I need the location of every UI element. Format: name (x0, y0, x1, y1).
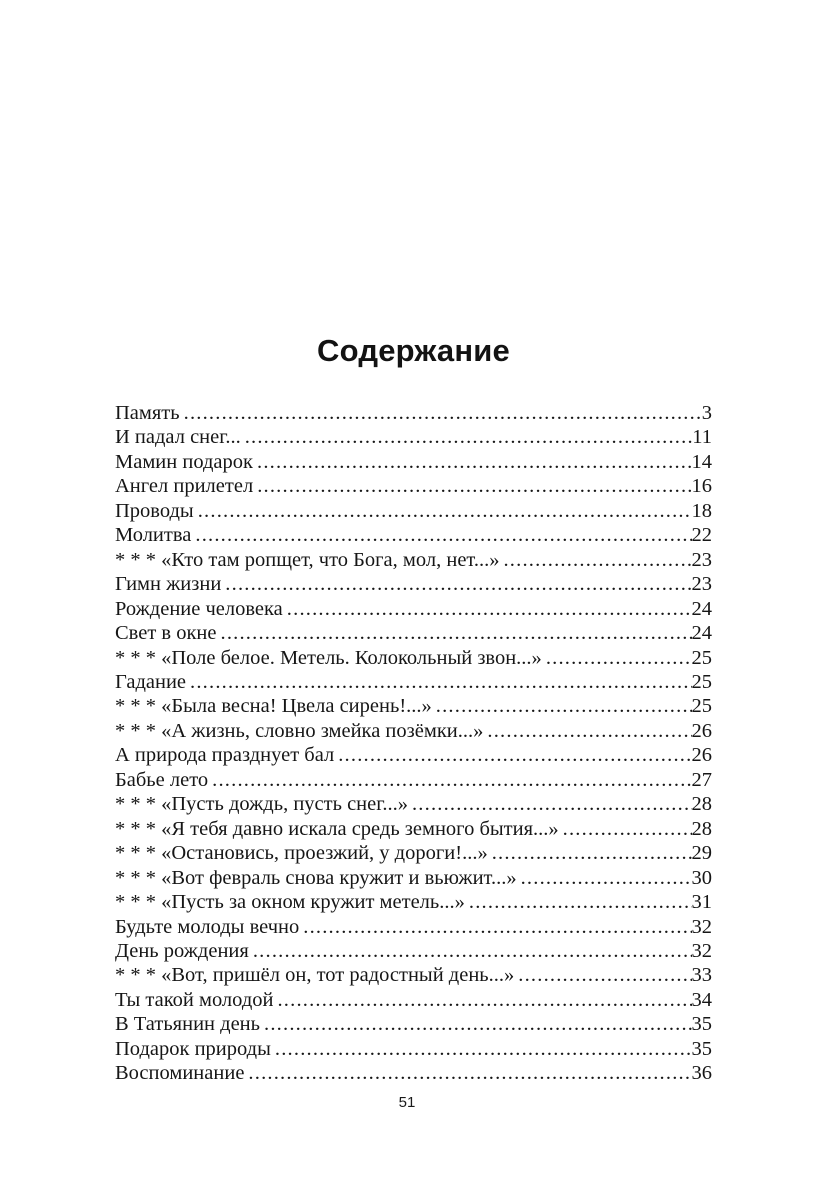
toc-row (115, 401, 712, 425)
toc-entry-label: Воспоминание (115, 1062, 245, 1085)
toc-leader-dots (221, 621, 692, 645)
toc-leader-dots (277, 988, 691, 1012)
toc-leader-dots (518, 963, 691, 987)
toc-row (115, 694, 712, 718)
toc-entry-label: Проводы (115, 499, 194, 522)
toc-entry-label: * * * «Остановись, проезжий, у дороги!...» (115, 842, 488, 865)
toc-row (115, 890, 712, 914)
toc-row (115, 548, 712, 572)
toc-content (115, 333, 712, 1086)
toc-entry-label: Мамин подарок (115, 450, 253, 473)
toc-leader-dots (521, 866, 692, 890)
toc-entry-page: 32 (691, 939, 712, 962)
toc-row (115, 792, 712, 816)
toc-leader-dots (190, 670, 691, 694)
toc-entry-page: 26 (691, 744, 712, 767)
toc-entry-label: * * * «Вот, пришёл он, тот радостный день...» (115, 964, 515, 987)
page-number: 51 (398, 1094, 416, 1111)
toc-leader-dots (436, 694, 692, 718)
toc-entry-page: 26 (691, 719, 712, 742)
toc-row (115, 646, 712, 670)
toc-row (115, 939, 712, 963)
toc-entry-page: 11 (692, 426, 712, 449)
toc-entry-page: 14 (691, 450, 712, 473)
toc-entry-label: Будьте молоды вечно (115, 915, 300, 938)
toc-entry-page: 36 (691, 1062, 712, 1085)
toc-leader-dots (245, 425, 693, 449)
toc-entry-page: 35 (691, 1037, 712, 1060)
toc-entry-page: 34 (691, 988, 712, 1011)
toc-row (115, 621, 712, 645)
toc-leader-dots (212, 768, 691, 792)
toc-leader-dots (257, 474, 691, 498)
toc-entry-page: 28 (691, 793, 712, 816)
toc-row (115, 719, 712, 743)
toc-leader-dots (412, 792, 692, 816)
toc-leader-dots (287, 597, 692, 621)
toc-entry-page: 24 (691, 597, 712, 620)
page-title: Содержание (317, 333, 510, 368)
toc-entry-page: 33 (691, 964, 712, 987)
toc-entry-page: 16 (691, 475, 712, 498)
toc-entry-label: * * * «А жизнь, словно змейка позёмки...» (115, 719, 484, 742)
toc-entry-label: * * * «Пусть дождь, пусть снег...» (115, 793, 408, 816)
toc-row (115, 1061, 712, 1085)
toc-leader-dots (546, 646, 692, 670)
toc-leader-dots (492, 841, 692, 865)
toc-row (115, 572, 712, 596)
toc-entry-page: 28 (691, 817, 712, 840)
toc-row (115, 670, 712, 694)
toc-leader-dots (198, 499, 692, 523)
toc-entry-page: 32 (691, 915, 712, 938)
toc-entry-label: * * * «Пусть за окном кружит метель...» (115, 891, 465, 914)
toc-entry-page: 25 (691, 670, 712, 693)
toc-entry-label: Ты такой молодой (115, 988, 274, 1011)
toc-entry-label: Бабье лето (115, 768, 209, 791)
toc-leader-dots (248, 1061, 691, 1085)
toc-row (115, 450, 712, 474)
toc-entry-page: 30 (691, 866, 712, 889)
toc-row (115, 523, 712, 547)
toc-entry-label: Гадание (115, 670, 187, 693)
toc-row (115, 499, 712, 523)
toc-entry-page: 35 (691, 1013, 712, 1036)
toc-entry-label: День рождения (115, 939, 249, 962)
toc-entry-page: 18 (691, 499, 712, 522)
toc-row (115, 1037, 712, 1061)
toc-entry-label: А природа празднует бал (115, 744, 335, 767)
toc-entry-page: 23 (691, 548, 712, 571)
toc-leader-dots (338, 743, 691, 767)
toc-entry-page: 29 (691, 842, 712, 865)
toc-leader-dots (257, 450, 692, 474)
toc-entry-page: 25 (691, 646, 712, 669)
toc-entry-label: * * * «Была весна! Цвела сирень!...» (115, 695, 432, 718)
toc-row (115, 1012, 712, 1036)
toc-row (115, 817, 712, 841)
toc-row (115, 597, 712, 621)
toc-entry-label: В Татьянин день (115, 1013, 261, 1036)
toc-entry-label: * * * «Поле белое. Метель. Колокольный звон...» (115, 646, 542, 669)
toc-leader-dots (275, 1037, 692, 1061)
toc-entry-page: 23 (691, 573, 712, 596)
toc-leader-dots (303, 915, 691, 939)
toc-row (115, 425, 712, 449)
toc-entry-page: 27 (691, 768, 712, 791)
toc-entry-label: Молитва (115, 524, 192, 547)
toc-list (115, 401, 712, 1086)
toc-row (115, 768, 712, 792)
toc-entry-page: 22 (691, 524, 712, 547)
toc-entry-page: 25 (691, 695, 712, 718)
toc-entry-label: Подарок природы (115, 1037, 271, 1060)
toc-entry-label: Гимн жизни (115, 573, 222, 596)
toc-entry-label: * * * «Я тебя давно искала средь земного бытия...» (115, 817, 559, 840)
toc-leader-dots (469, 890, 692, 914)
toc-entry-label: Память (115, 402, 180, 424)
toc-row (115, 988, 712, 1012)
toc-leader-dots (487, 719, 691, 743)
toc-leader-dots (253, 939, 692, 963)
toc-entry-label: Свет в окне (115, 622, 217, 645)
toc-leader-dots (225, 572, 691, 596)
toc-row (115, 915, 712, 939)
toc-entry-label: Ангел прилетел (115, 475, 254, 498)
toc-entry-label: * * * «Кто там ропщет, что Бога, мол, нет...» (115, 548, 500, 571)
toc-entry-page: 24 (691, 622, 712, 645)
toc-leader-dots (184, 401, 702, 425)
toc-leader-dots (503, 548, 691, 572)
toc-entry-label: И падал снег... (115, 426, 241, 449)
toc-entry-label: Рождение человека (115, 597, 283, 620)
toc-entry-page: 31 (691, 891, 712, 914)
toc-leader-dots (563, 817, 692, 841)
toc-row (115, 743, 712, 767)
toc-row (115, 841, 712, 865)
toc-row (115, 474, 712, 498)
toc-entry-page: 3 (701, 402, 712, 424)
toc-row (115, 866, 712, 890)
toc-entry-label: * * * «Вот февраль снова кружит и вьюжит...» (115, 866, 517, 889)
toc-leader-dots (264, 1012, 691, 1036)
toc-leader-dots (195, 523, 691, 547)
toc-row (115, 963, 712, 987)
